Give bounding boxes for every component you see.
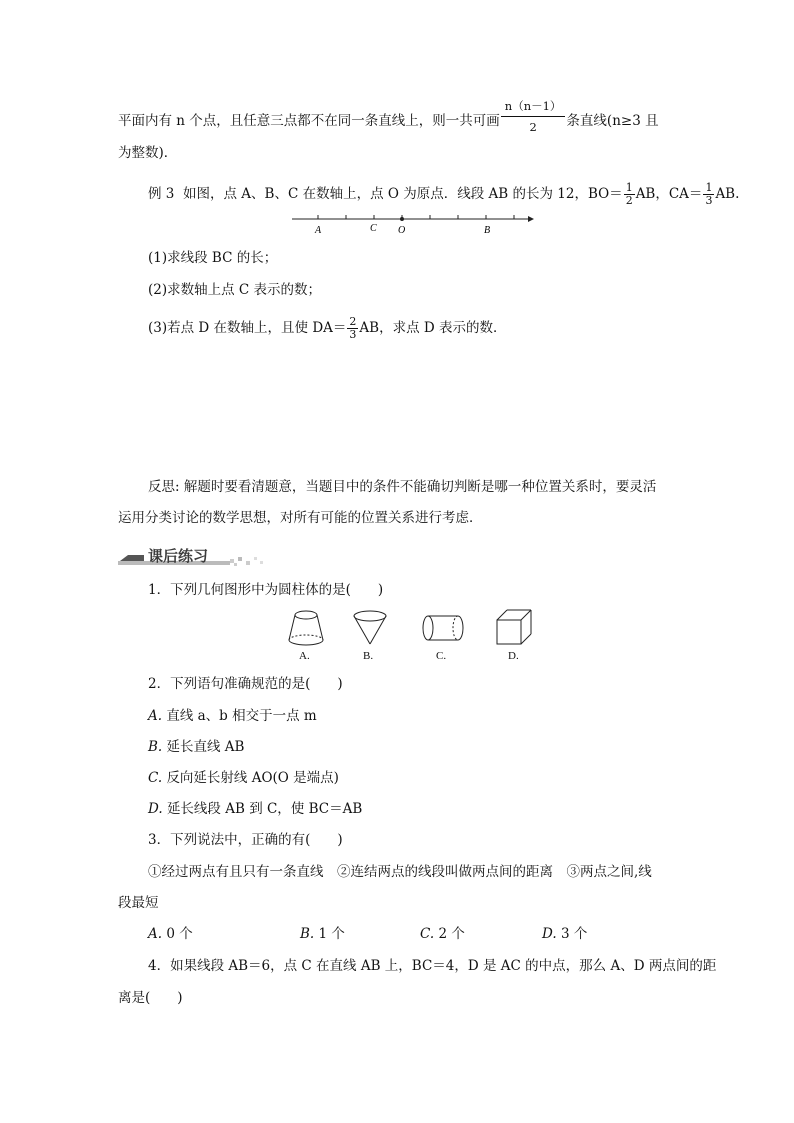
number-line-arrow-icon xyxy=(528,216,534,222)
q3-stem: 3．下列说法中，正确的有( ) xyxy=(148,832,343,848)
axis-label-o: O xyxy=(398,225,406,236)
intro-text-before: 平面内有 n 个点，且任意三点都不在同一条直线上，则一共可画 xyxy=(118,113,500,129)
q1-stem: 1．下列几何图形中为圆柱体的是( ) xyxy=(148,582,384,598)
reflection-line-1: 反思: 解题时要看清题意，当题目中的条件不能确切判断是哪一种位置关系时，要灵活 xyxy=(148,479,657,495)
example3-question-3 xyxy=(148,316,506,341)
q4-line-1: 4．如果线段 AB＝6，点 C 在直线 AB 上，BC＝4，D 是 AC 的中点，那么 A、D 两点间的距 xyxy=(148,958,717,974)
q3-option-c xyxy=(420,924,465,944)
intro-fraction-denominator: 2 xyxy=(529,120,537,134)
q1-shapes-figure xyxy=(280,608,538,666)
axis-label-a: A xyxy=(315,225,322,236)
shape-label-c: C. xyxy=(436,650,447,662)
example3-fraction-1 xyxy=(624,182,635,207)
option-letter: C. xyxy=(420,926,435,942)
shape-label-a: A. xyxy=(299,650,310,662)
fraction-numerator: 1 xyxy=(625,181,633,194)
option-text: 直线 a、b 相交于一点 m xyxy=(166,708,317,724)
q3-option-a xyxy=(148,924,193,944)
example3-label: 例 3 xyxy=(148,186,175,202)
cone-icon xyxy=(350,608,390,648)
axis-label-c: C xyxy=(370,223,377,234)
cylinder-icon xyxy=(420,612,466,648)
option-text: 2 个 xyxy=(438,926,465,942)
intro-fraction xyxy=(501,98,566,135)
example3-question-1: (1)求线段 BC 的长； xyxy=(148,250,278,266)
option-text: 3 个 xyxy=(560,926,588,942)
option-text: 0 个 xyxy=(166,926,193,942)
example3-fraction-2 xyxy=(703,182,714,207)
question-3-fraction xyxy=(347,316,358,341)
number-line-figure xyxy=(290,210,535,238)
section-title: 课后练习 xyxy=(148,547,209,565)
option-text: 延长线段 AB 到 C，使 BC＝AB xyxy=(166,801,363,817)
question-3-text-before: (3)若点 D 在数轴上，且使 DA＝ xyxy=(148,320,347,336)
option-letter: C. xyxy=(148,770,163,786)
option-letter: B. xyxy=(300,926,315,942)
option-text: 1 个 xyxy=(318,926,345,942)
intro-text-after: 条直线(n≥3 且 xyxy=(566,113,659,129)
q2-option-c xyxy=(148,768,339,788)
origin-point xyxy=(400,217,404,221)
section-banner xyxy=(118,545,268,567)
fraction-denominator: 3 xyxy=(705,194,713,207)
option-letter: D. xyxy=(542,926,557,942)
fraction-denominator: 3 xyxy=(349,328,357,341)
intro-fraction-numerator: n（n－1） xyxy=(501,98,566,117)
q2-option-d xyxy=(148,799,362,819)
q4-line-2: 离是( ) xyxy=(118,990,183,1006)
example3-text3: AB. xyxy=(715,186,740,202)
question-3-text-after: AB，求点 D 表示的数． xyxy=(359,320,507,336)
q2-stem: 2．下列语句准确规范的是( ) xyxy=(148,676,343,692)
option-letter: B. xyxy=(148,739,163,755)
intro-line-1 xyxy=(118,99,659,140)
q3-option-b xyxy=(300,924,345,944)
shape-label-d: D. xyxy=(508,650,519,662)
cube-icon xyxy=(494,608,534,648)
q2-option-b xyxy=(148,737,244,757)
fraction-denominator: 2 xyxy=(625,194,633,207)
q3-statement-line-1: ①经过两点有且只有一条直线 ②连结两点的线段叫做两点间的距离 ③两点之间,线 xyxy=(148,864,652,880)
intro-line-2: 为整数)． xyxy=(118,145,178,161)
axis-label-b: B xyxy=(484,225,491,236)
q3-statement-line-2: 段最短 xyxy=(118,895,159,911)
example3-question-2: (2)求数轴上点 C 表示的数； xyxy=(148,282,322,298)
example3-text1: 如图，点 A、B、C 在数轴上，点 O 为原点．线段 AB 的长为 12，BO＝ xyxy=(182,186,623,202)
shape-label-b: B. xyxy=(363,650,374,662)
q2-option-a xyxy=(148,706,317,726)
frustum-icon xyxy=(286,608,326,648)
option-text: 延长直线 AB xyxy=(166,739,245,755)
option-letter: A. xyxy=(148,926,163,942)
fraction-numerator: 2 xyxy=(349,315,357,328)
number-line-ticks xyxy=(318,215,514,219)
option-letter: A. xyxy=(148,708,163,724)
option-text: 反向延长射线 AO(O 是端点) xyxy=(166,770,339,786)
fraction-numerator: 1 xyxy=(705,181,713,194)
reflection-line-2: 运用分类讨论的数学思想，对所有可能的位置关系进行考虑． xyxy=(118,510,483,526)
example3-stem xyxy=(148,182,739,207)
q3-option-d xyxy=(542,924,587,944)
example3-text2: AB，CA＝ xyxy=(635,186,703,202)
option-letter: D. xyxy=(148,801,163,817)
